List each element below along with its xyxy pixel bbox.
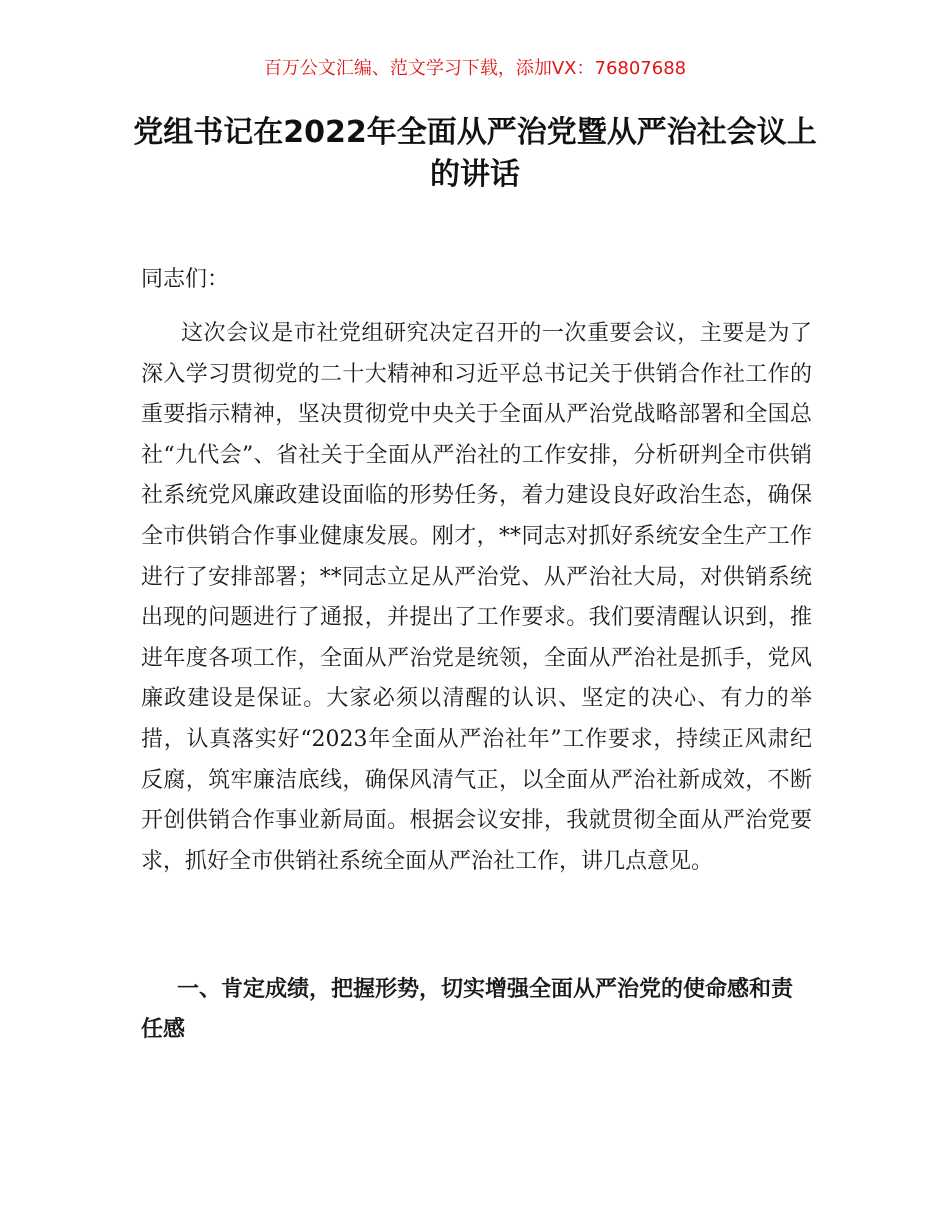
watermark-header: 百万公文汇编、范文学习下载，添加VX：76807688 [263,58,687,79]
salutation: 同志们： [141,267,230,292]
page-title: 党组书记在2022年全面从严治党暨从严治社会议上的讲话 [133,115,817,192]
section-heading: 一、肯定成绩，把握形势，切实增强全面从严治党的使命感和责任感 [141,977,794,1042]
body-paragraph: 这次会议是市社党组研究决定召开的一次重要会议，主要是为了深入学习贯彻党的二十大精神和习近平总书记关于供销合作社工作的重要指示精神，坚决贯彻党中央关于全面从严治党战略部署和全国总社“九代会”、省社关于全面从严治社的工作安排，分析研判全市供销社系统党风廉政建设面临的形势任务，着力建设良好政治生态，确保全市供销合作事业健康发展。刚才，**同志对抓好系统安全生产工作进行了安排部署；**同志立足从严治党、从严治社大局，对供销系统出现的问题进行了通报，并提出了工作要求。我们要清醒认识到，推进年度各项工作，全面从严治党是统领，全面从严治社是抓手，党风廉政建设是保证。大家必须以清醒的认识、坚定的决心、有力的举措，认真落实好“2023年全面从严治社年”工作要求，持续正风肃纪反腐，筑牢廉洁底线，确保风清气正，以全面从严治社新成效，不断开创供销合作事业新局面。根据会议安排，我就贯彻全面从严治党要求，抓好全市供销社系统全面从严治社工作，讲几点意见。 [141,321,812,874]
